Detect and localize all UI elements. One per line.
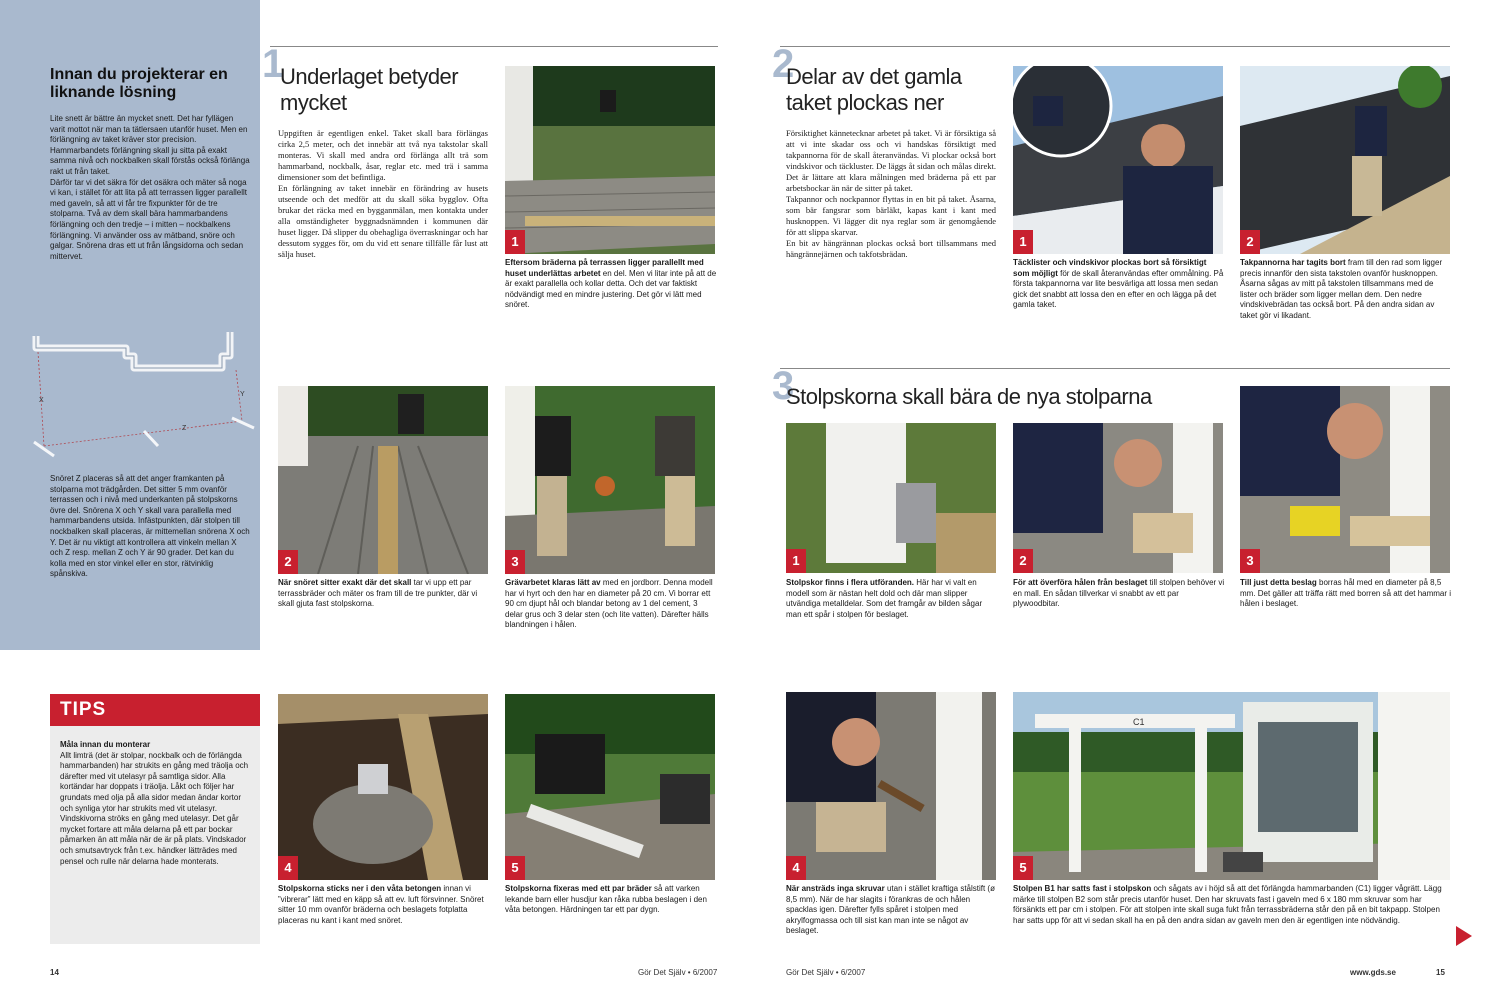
caption-bold: Stolpen B1 har satts fast i stolpskon [1013,884,1152,893]
caption-bold: När snöret sitter exakt där det skall [278,578,412,587]
caption-bold: Till just detta beslag [1240,578,1317,587]
sidebar-title: Innan du projekterar en liknande lösning [50,66,228,101]
section3-rule [780,368,1450,369]
photo-number-badge: 5 [505,856,525,880]
caption-s3-1 [786,578,998,620]
sidebar-text-intro: Lite snett är bättre än mycket snett. Det har fyllägen varit mottot när man ta tätlersaen utanför huset. Men en förlängning av taket kräver stor precision. Hammarbandets förlängning skall ju sitta på exakt samma nivå och nockbalken skall förstås också förlänga rakt ut från taket. Därför tar vi det säkra för det osäkra och mäter så noga vi kan, i stället för att lita på att terrassen ligger parallellt med gaveln, så att vi får tre fixpunkter för de tre stolparna. Två av dem skall bära hammarbandens förlängning och den tredje – i mitten – nockbalkens förlängning. Vi använder oss av mätband, snöre och galgar. Snörena dras ett ut från långsidorna och sedan mittervet. [50,114,250,261]
section1-heading: Underlaget betyder mycket [280,64,459,115]
photo-number-badge: 2 [1013,549,1033,573]
magazine-issue-right: Gör Det Själv • 6/2007 [786,968,866,977]
diagram-label-y: Y [240,391,245,398]
caption-s3-3 [1240,578,1452,610]
photo-number-badge: 3 [1240,549,1260,573]
diagram-label-x: X [39,397,44,404]
caption-text: fram till den rad som ligger precis innanför den sista takstolen ovanför husknoppen. Åsarna sågas av mitt på takstolen tillsammans med de lister och bräder som ligger mellan dem. Den nedre vindskivebrädan tas också bort. På den andra sidan av taket gör vi likadant. [1240,258,1443,320]
caption-bold: Stolpskor finns i flera utföranden. [786,578,915,587]
caption-bold: Täcklister och vindskivor plockas bort så försiktigt som möjligt [1013,258,1207,278]
photo-roof-tiles-removed [1240,66,1450,254]
caption-s1-4 [278,884,490,926]
tips-subtitle: Måla innan du monterar [60,740,151,749]
section2-rule [780,46,1450,47]
tips-text: Allt limträ (det är stolpar, nockbalk och de förlängda hammarbanden) har strukits en gång med träolja och därefter med vit utelasyr på samtliga sidor. Alla kortändar har doppats i träolja. Låkt och följer har grundats med olja på alla sidor medan ändar kortor och synliga ytor har strukits med vit utelasyr. Vindskivorna ströks en gång med utelasyr. Det går mycket fortare att måla delarna på ett par bockar påmarken än att måla när de är på plats. Vindskador och smutsavtryck från t.ex. händker lätträdes med pensel och rulle när delarna hade monterats. [60,750,249,866]
photo-deck-strings [505,66,715,254]
section2-heading: Delar av det gamla taket plockas ner [786,64,962,115]
photo-number-badge: 4 [786,856,806,880]
website-url: www.gds.se [1350,968,1396,977]
photo-removing-boards [278,386,488,574]
page-number-right: 15 [1436,968,1445,977]
diagram-label-z: Z [182,425,187,432]
caption-bold: För att överföra hålen från beslaget [1013,578,1148,587]
caption-text: innan vi ”vibrerar” lätt med en käpp så att ev. luft försvinner. Snöret sitter 10 mm ovanför bräderna och beslagets fotplatta placeras nu kant i kant med snöret. [278,884,484,925]
photo-posts-installed [1013,692,1450,880]
section3-heading: Stolpskorna skall bära de nya stolparna [786,384,1152,409]
tips-body [60,740,256,867]
caption-s1-3 [505,578,717,631]
caption-bold: Grävarbetet klaras lätt av [505,578,601,587]
caption-s3-5 [1013,884,1449,926]
section1-number: 1 [262,42,285,86]
photo-number-badge: 3 [505,550,525,574]
sidebar-text-strings: Snöret Z placeras så att det anger framkanten på stolparna mot trädgården. Det sitter 5 mm ovanför terrassen och i nivå med underkanten på stolpskorns övre del. Snörena X och Y skall vara parallella med hammarbandens utsida. Infästpunkten, där stolpen till nockbalken skall placeras, är mittemellan snörena X och Y. Det är nu viktigt att kontrollera att vinkeln mellan X och Z resp. mellan Z och Y är 90 grader. Det kan du kolla med en stor vinkel eller en stor, rätvinklig spånskiva. [50,474,250,579]
photo-number-badge: 1 [1013,230,1033,254]
caption-text: tar vi upp ett par terrassbräder och mäter os fram till de tre punkter, där vi skall gjuta fast stolpskorna. [278,578,478,609]
photo-number-badge: 2 [278,550,298,574]
caption-s3-2 [1013,578,1225,610]
photo-auger-digging [505,386,715,574]
caption-text: till stolpen behöver vi en mall. En sådan tillverkar vi snabbt av ett par plywoodbitar. [1013,578,1225,609]
photo-number-badge: 1 [786,549,806,573]
beam-sign-label: C1 [1133,717,1145,727]
caption-text: och sågats av i höjd så att det förlängda hammarbanden (C1) ligger vågrätt. Lägg märke till stolpen B2 som står precis utanför huset. Den har skruvats fast i gaveln med 6 x 180 mm skruvar som har försänkts ett par cm i stolpen. För att stolpen inte skall suga fukt från terrassbräderna står den på en bit takpapp. Stolpen har satts upp för att vi sedan skall ha en på den andra sidan av gaveln men den är egentligen inte nödvändig. [1013,884,1442,925]
section1-body: Uppgiften är egentligen enkel. Taket skall bara förlängas cirka 2,5 meter, och det innebär att två nya takstolar skall monteras. Vi skall med andra ord förlänga allt trä som hammarband, nockbalk, åsar, reglar etc. med trä i samma dimensioner som det befintliga. En förlängning av taket innebär en förändring av husets utseende och det medför att du skall söka bygglov. Ofta brukar det räcka med en bygganmälan, men kontakta under alla omständigheter byggnadsnämnden i kommunen där huset ligger. Då slipper du obehagliga överraskningar och har dessutom sygges för, om du vid ett senare tillfälle får lust att sälja huset. [278,128,488,259]
caption-bold: När ansträds inga skruvar [786,884,885,893]
photo-number-badge: 4 [278,856,298,880]
caption-text: Här har vi valt en modell som är nästan helt dold och där man slipper utvändiga metalldelar. Som det framgår av bilden sågar man ett spår i stolpen för beslaget. [786,578,983,619]
caption-s2-2 [1240,258,1452,322]
photo-drilling-post [1240,386,1450,573]
magazine-issue-left: Gör Det Själv • 6/2007 [638,968,718,977]
caption-text: så att varken lekande barn eller husdjur kan råka rubba beslagen i den våta betongen. Härdningen tar ett par dygn. [505,884,707,915]
tips-header: TIPS [50,694,260,726]
photo-number-badge: 1 [505,230,525,254]
page-number-left: 14 [50,968,59,977]
caption-bold: Stolpskorna sticks ner i den våta betongen [278,884,442,893]
caption-bold: Takpannorna har tagits bort [1240,258,1346,267]
continue-arrow-icon [1456,926,1472,946]
caption-text: en del. Men vi litar inte på att de är exakt parallella och kollar detta. Och det var faktiskt nödvändigt med en mindre justering. Det gör vi lätt med snöret. [505,268,717,310]
caption-s1-5 [505,884,717,916]
photo-post-shoe-in-concrete [278,694,488,880]
photo-fixing-post-shoes [505,694,715,880]
caption-s1-2 [278,578,490,610]
section2-body: Försiktighet kännetecknar arbetet på taket. Vi är försiktiga så att vi inte skadar oss och vi handskas försiktigt med takpannorna för de skall återanvändas. Vi plockar också bort vindskivor och täckluster. De läggs åt sidan och målas direkt. Det är lättare att klara målningen med bräderna på ett par arbetsbockar än när de sitter på taket. Takpannor och nockpannor flyttas in en bit på taket. Åsarna, som bär fangsrar som bärläkt, kapas kant i kant med husknoppen. Vi lägger dit nya reglar som är genomgående för att slippa skarvar. En bit av hängrännan plockas också bort tillsammans med hängrännejärnen och takfotsbrädan. [786,128,996,259]
caption-s3-4 [786,884,998,937]
photo-post-shoe-types [786,423,996,573]
photo-number-badge: 2 [1240,230,1260,254]
section1-rule [270,46,718,47]
caption-text: borras hål med en diameter på 8,5 mm. Det gäller att träffa rätt med borren så att det hammar i hålen i beslaget. [1240,578,1452,609]
caption-bold: Stolpskorna fixeras med ett par bräder [505,884,652,893]
caption-text: för de skall återanvändas efter ommålning. På första takpannorna var lite besvärliga att lossa men sedan gick det snabbt att lossa den en efter en och lägga på det gamla taket. [1013,268,1224,310]
string-layout-diagram [26,296,258,466]
section3-number: 3 [772,364,795,408]
caption-bold: Eftersom bräderna på terrassen ligger parallellt med huset underlättas arbetet [505,258,704,278]
photo-number-badge: 5 [1013,856,1033,880]
caption-text: utan i stället kraftiga stålstift (ø 8,5 mm). När de har slagits i förankras de och hålen spacklas igen. Därefter fylls spåret i stolpen med akrylfogmassa och till sist kan man inte se något av beslaget. [786,884,995,936]
section2-number: 2 [772,42,795,86]
photo-drill-template [1013,423,1223,573]
photo-hammering-pins [786,692,996,880]
caption-s1-1 [505,258,717,311]
caption-text: med en jordborr. Denna modell har vi hyrt och den har en diameter på 20 cm. Vi borrar ett 90 cm djupt hål och blandar betong av 1 del cement, 3 delar grus och 3 delar sten (och lite vatten). Därefter hälls blandningen i hålen. [505,578,713,630]
photo-removing-trim [1013,66,1223,254]
caption-s2-1 [1013,258,1225,311]
